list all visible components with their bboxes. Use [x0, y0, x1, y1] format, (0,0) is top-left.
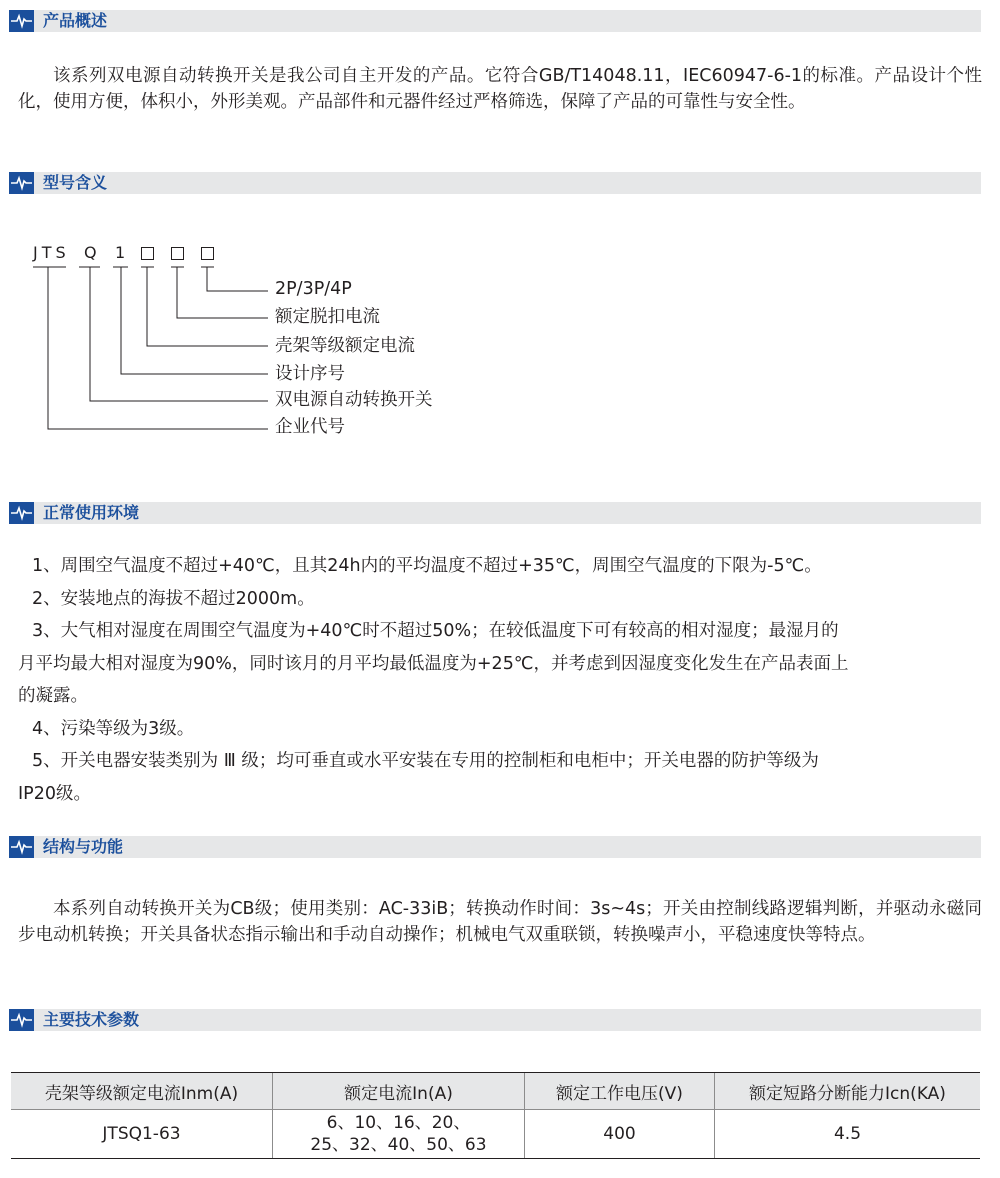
cell-voltage: 400 [525, 1110, 715, 1159]
env-item-continued: 月平均最大相对湿度为90%，同时该月的月平均最低温度为+25℃，并考虑到因湿度变化发生在产品表面上 [18, 653, 849, 674]
table-row [11, 1110, 980, 1159]
structure-text: 本系列自动转换开关为CB级；使用类别：AC-33iB；转换动作时间：3s~4s；开关由控制线路逻辑判断，并驱动永磁同步电动机转换；开关具备状态指示输出和手动自动操作；机械电气双重联锁，转换噪声小，平稳速度快等特点。 [18, 899, 982, 945]
env-item: 4、污染等级为3级。 [32, 718, 195, 739]
pulse-icon [9, 1009, 34, 1031]
section-title: 结构与功能 [43, 837, 124, 856]
model-label-company: 企业代号 [275, 417, 345, 437]
model-label-product: 双电源自动转换开关 [275, 390, 433, 410]
section-title: 主要技术参数 [43, 1010, 140, 1029]
structure-paragraph [18, 896, 982, 948]
pulse-icon [9, 836, 34, 858]
model-label-frame-current: 壳架等级额定电流 [275, 336, 415, 356]
env-item-continued: 的凝露。 [18, 686, 88, 706]
section-header-structure [9, 836, 981, 858]
env-item: 3、大气相对湿度在周围空气温度为+40℃时不超过50%；在较低温度下可有较高的相对湿度；最湿月的 [32, 621, 839, 641]
cell-rated-current-line2: 25、32、40、50、63 [310, 1135, 487, 1155]
section-title: 产品概述 [43, 11, 108, 30]
model-label-design-no: 设计序号 [275, 364, 345, 384]
model-code-series: 1 [115, 243, 130, 262]
section-title: 正常使用环境 [43, 503, 140, 522]
section-header-params [9, 1009, 981, 1031]
environment-list [18, 550, 984, 810]
env-item: 5、开关电器安装类别为 Ⅲ 级；均可垂直或水平安装在专用的控制柜和电柜中；开关电器的防护等级为 [32, 751, 819, 771]
section-title: 型号含义 [43, 173, 108, 192]
model-code-company: JTS [33, 243, 70, 262]
col-frame-current: 壳架等级额定电流Inm(A) [11, 1073, 273, 1110]
pulse-icon [9, 502, 34, 524]
env-item: 1、周围空气温度不超过+40℃，且其24h内的平均温度不超过+35℃，周围空气温度的下限为-5℃。 [32, 556, 822, 576]
model-code-q: Q [84, 243, 101, 262]
cell-model: JTSQ1-63 [11, 1110, 273, 1159]
section-header-environment [9, 502, 981, 524]
params-table [11, 1072, 980, 1159]
overview-text: 该系列双电源自动转换开关是我公司自主开发的产品。它符合GB/T14048.11，IEC60947-6-1的标准。产品设计个性化，使用方便，体积小，外形美观。产品部件和元器件经过严格筛选，保障了产品的可靠性与安全性。 [18, 66, 982, 112]
model-leader-lines [0, 0, 300, 460]
env-item-continued: IP20级。 [18, 783, 91, 804]
col-rated-current: 额定电流In(A) [273, 1073, 525, 1110]
cell-rated-current-line1: 6、10、16、20、 [326, 1113, 471, 1133]
col-rated-voltage: 额定工作电压(V) [525, 1073, 715, 1110]
col-breaking-capacity: 额定短路分断能力Icn(KA) [715, 1073, 981, 1110]
model-label-trip-current: 额定脱扣电流 [275, 307, 380, 327]
table-header-row [11, 1073, 980, 1110]
env-item: 2、安装地点的海拔不超过2000m。 [32, 588, 315, 609]
cell-breaking: 4.5 [715, 1110, 981, 1159]
cell-rated-current [273, 1110, 525, 1159]
model-label-poles: 2P/3P/4P [275, 279, 352, 299]
